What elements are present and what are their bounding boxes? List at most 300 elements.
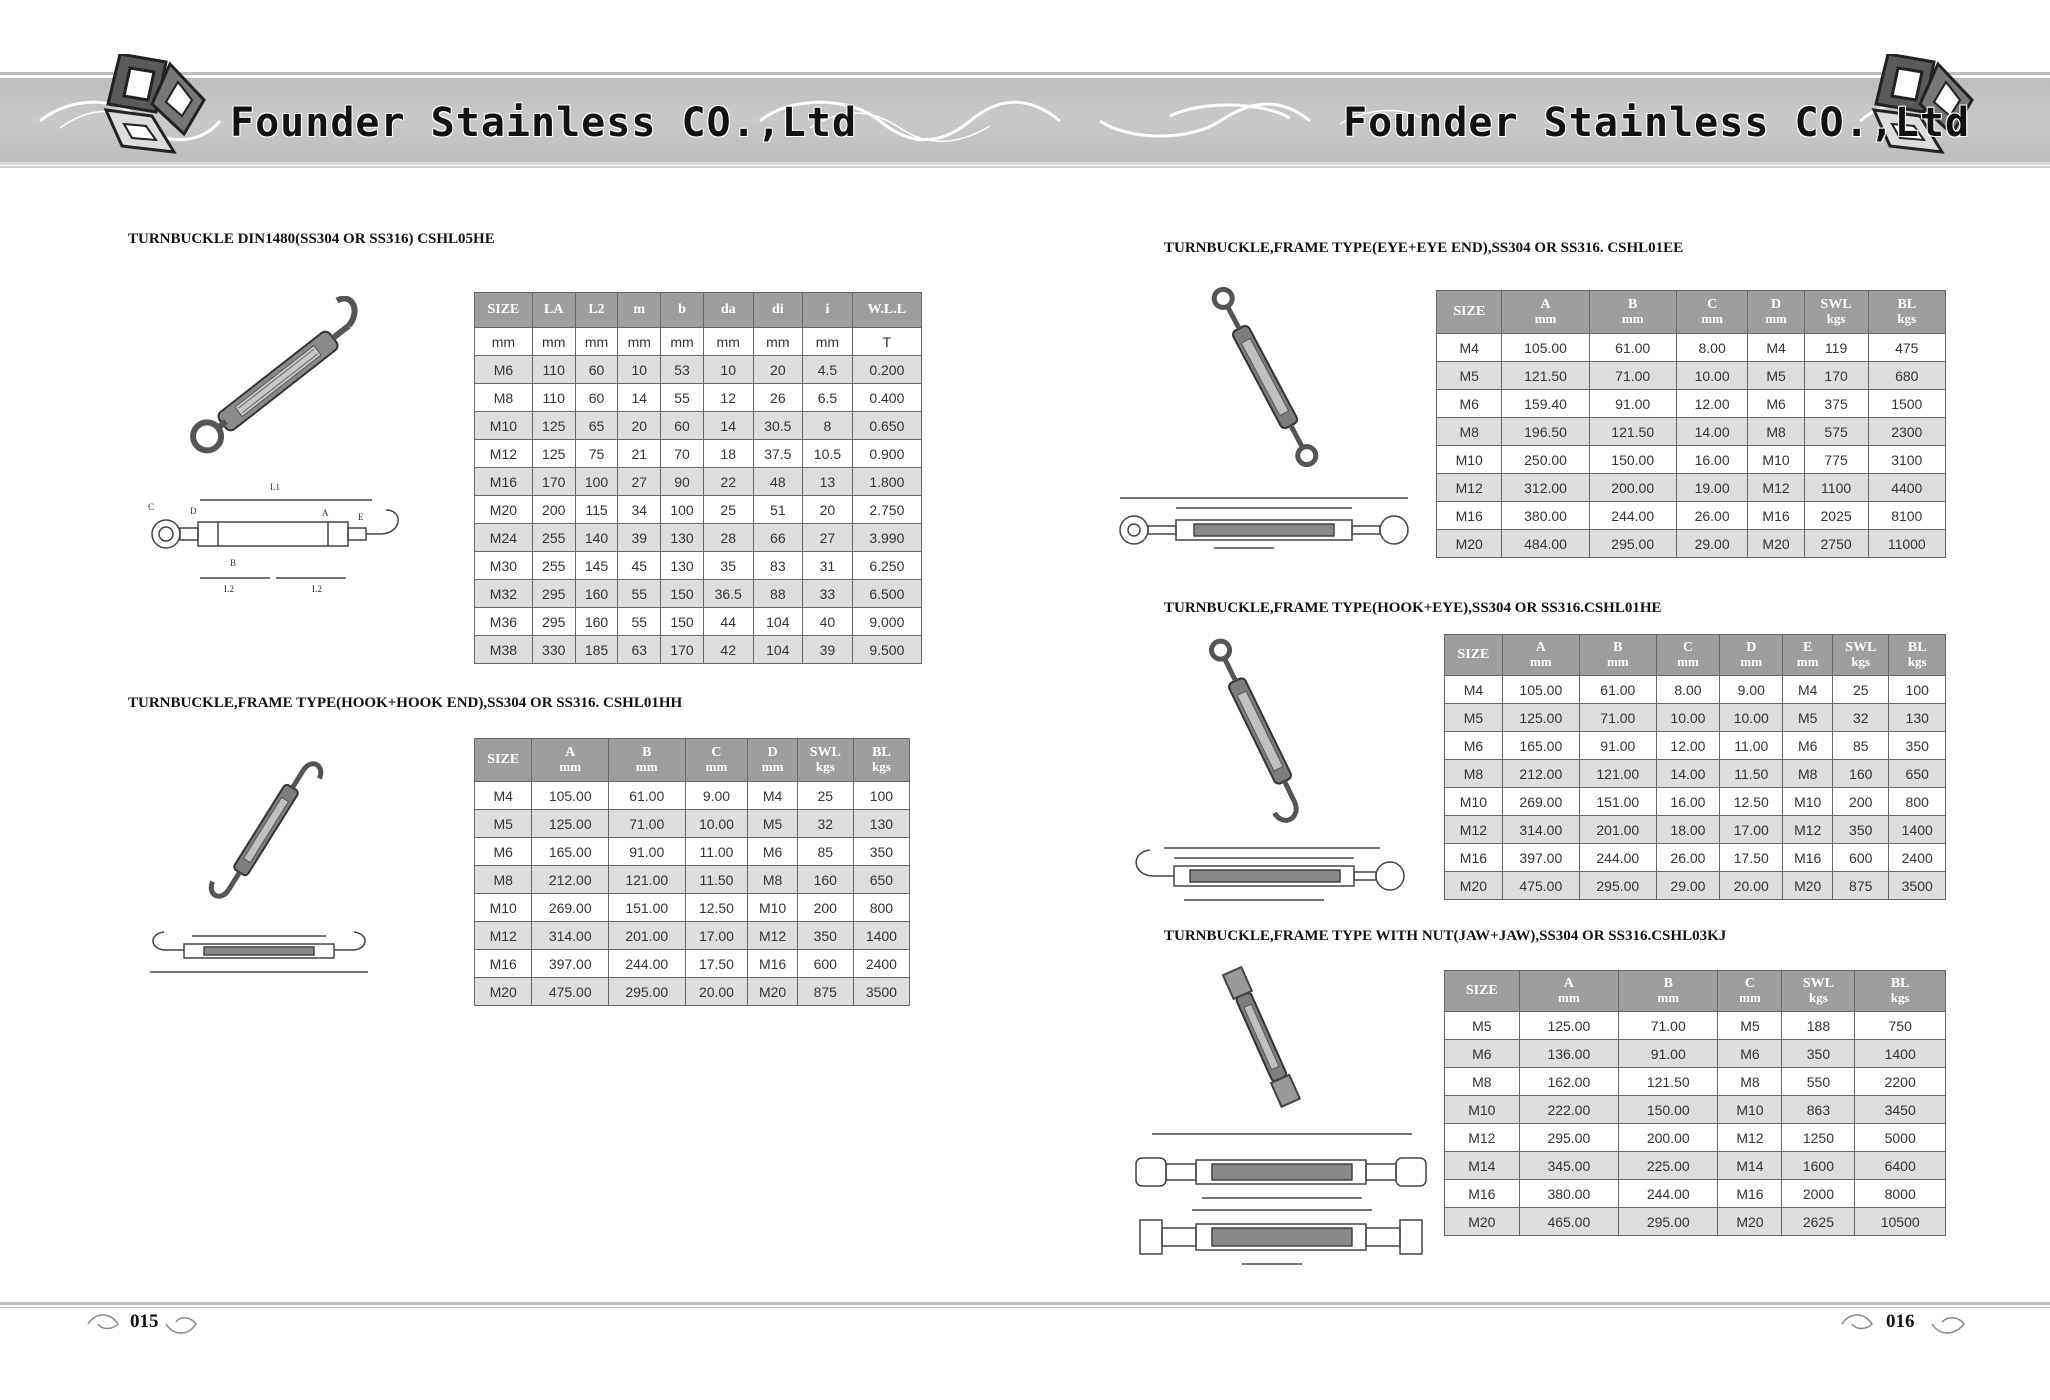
column-header: da [703,293,753,328]
column-header-unit: mm [1796,654,1819,669]
unit-cell: mm [475,328,533,356]
column-header-unit: mm [1621,311,1644,326]
table-row [475,636,922,664]
table-cell: 200 [532,496,575,524]
table-cell: M10 [1437,446,1502,474]
table-cell: 17.00 [685,922,748,950]
table-cell: 130 [661,524,704,552]
table-cell: 188 [1782,1012,1855,1040]
table-cell: 130 [1889,704,1946,732]
column-header-unit: kgs [1809,990,1828,1005]
turnbuckle-hook-eye-frame-photo [1180,628,1340,834]
table-cell: 1.800 [852,468,921,496]
column-header [1502,635,1579,676]
table-cell: M16 [1783,844,1833,872]
turnbuckle-eye-eye-diagram [1114,490,1414,556]
table-cell: 55 [618,580,661,608]
table-cell: 125.00 [1519,1012,1618,1040]
section-title-jaw-jaw: TURNBUCKLE,FRAME TYPE WITH NUT(JAW+JAW),SS304 OR SS316.CSHL03KJ [1164,928,1727,944]
table-cell: 119 [1804,334,1868,362]
column-header [1833,635,1889,676]
table-cell: 71.00 [1619,1012,1718,1040]
table-cell: 2625 [1782,1208,1855,1236]
table-cell: 160 [575,580,618,608]
table-cell: 55 [661,384,704,412]
table-cell: 6.250 [852,552,921,580]
table-row [475,524,922,552]
table-cell: 12.50 [1720,788,1783,816]
table-cell: M6 [475,356,533,384]
table-row [1437,334,1946,362]
table-cell: 3.990 [852,524,921,552]
table-units-row [475,328,922,356]
column-header-label: BL [1890,976,1910,991]
column-header-label: B [642,745,652,760]
column-header-unit: mm [1558,990,1580,1005]
table-cell: 65 [575,412,618,440]
table-cell: M30 [475,552,533,580]
column-header [1868,291,1945,334]
table-cell: 121.50 [1502,362,1589,390]
footer-line [0,1302,2050,1305]
section-title-hook-eye: TURNBUCKLE,FRAME TYPE(HOOK+EYE),SS304 OR SS316.CSHL01HE [1164,600,1662,616]
table-cell: 34 [618,496,661,524]
table-cell: 6.5 [803,384,853,412]
table-cell: M10 [1445,1096,1520,1124]
table-cell: 10 [703,356,753,384]
table-cell: 91.00 [608,838,685,866]
table-cell: 90 [661,468,704,496]
table-row [1445,1096,1946,1124]
column-header-label: A [1540,297,1551,312]
table-cell: 150.00 [1589,446,1676,474]
table-cell: M16 [475,468,533,496]
table-cell: 222.00 [1519,1096,1618,1124]
table-cell: 18.00 [1656,816,1719,844]
table-cell: 3500 [1889,872,1946,900]
table-cell: M5 [475,810,532,838]
table-cell: 170 [661,636,704,664]
column-header-label: BL [1907,640,1927,655]
column-header-unit: mm [1739,990,1761,1005]
table-cell: 8 [803,412,853,440]
table-cell: 32 [797,810,853,838]
table-cell: M12 [1718,1124,1782,1152]
table-cell: M6 [1718,1040,1782,1068]
column-header [1579,635,1656,676]
table-cell: 105.00 [532,782,609,810]
table-cell: 330 [532,636,575,664]
table-row [1437,418,1946,446]
table-row [1445,1012,1946,1040]
column-header-label: SIZE [1453,304,1486,319]
brand-title-right: Founder Stainless CO.,Ltd [1343,100,1971,146]
table-cell: M24 [475,524,533,552]
table-cell: 295.00 [1519,1124,1618,1152]
table-cell: M16 [748,950,797,978]
table-cell: 20.00 [1720,872,1783,900]
table-cell: 4.5 [803,356,853,384]
table-cell: 8100 [1868,502,1945,530]
table-cell: M12 [475,922,532,950]
table-cell: 255 [532,552,575,580]
table-cell: M14 [1445,1152,1520,1180]
table-row [475,978,910,1006]
table-cell: 244.00 [1619,1180,1718,1208]
table-row [475,496,922,524]
table-cell: 10.5 [803,440,853,468]
column-header-label: A [565,745,576,760]
table-cell: 1500 [1868,390,1945,418]
table-cell: M12 [748,922,797,950]
column-header [532,739,609,782]
table-cell: 140 [575,524,618,552]
table-cell: 165.00 [1502,732,1579,760]
column-header-label: SWL [1820,297,1852,312]
table-cell: 39 [618,524,661,552]
table-cell: 295.00 [1619,1208,1718,1236]
column-header-unit: kgs [1897,311,1917,326]
table-cell: M10 [475,894,532,922]
table-cell: M5 [1718,1012,1782,1040]
table-row [1445,1124,1946,1152]
turnbuckle-hook-eye-diagram [1124,838,1414,912]
table-cell: 5000 [1855,1124,1946,1152]
table-cell: 350 [1782,1040,1855,1068]
table-cell: 295.00 [1579,872,1656,900]
table-cell: 159.40 [1502,390,1589,418]
table-cell: M12 [1445,1124,1520,1152]
table-header-row [1437,291,1946,334]
unit-cell: mm [661,328,704,356]
column-header-label: BL [872,745,891,760]
table-cell: 3450 [1855,1096,1946,1124]
table-cell: 121.50 [1589,418,1676,446]
table-cell: 484.00 [1502,530,1589,558]
table-cell: 212.00 [1502,760,1579,788]
unit-cell: T [852,328,921,356]
table-cell: 110 [532,384,575,412]
table-cell: 6.500 [852,580,921,608]
column-header-label: D [1746,640,1757,655]
table-cell: 28 [703,524,753,552]
table-cell: 105.00 [1502,676,1579,704]
table-cell: 295.00 [608,978,685,1006]
table-cell: 66 [753,524,803,552]
table-cell: 105.00 [1502,334,1589,362]
table-cell: 244.00 [608,950,685,978]
column-header [1855,971,1946,1012]
table-cell: M20 [1718,1208,1782,1236]
table-cell: M6 [748,838,797,866]
table-cell: 200 [1833,788,1889,816]
table-cell: 100 [1889,676,1946,704]
column-header-unit: kgs [1907,654,1927,669]
table-cell: 60 [575,356,618,384]
table-cell: 350 [1833,816,1889,844]
column-header-unit: kgs [872,759,891,774]
column-header [1519,971,1618,1012]
table-cell: 0.650 [852,412,921,440]
table-cell: 26.00 [1676,502,1748,530]
diagram-label-e: E [358,512,364,522]
table-cell: 225.00 [1619,1152,1718,1180]
diagram-label-d: D [190,506,197,516]
table-cell: 314.00 [1502,816,1579,844]
table-cell: M4 [1748,334,1804,362]
table-cell: 55 [618,608,661,636]
table-cell: 13 [803,468,853,496]
table-cell: M4 [1783,676,1833,704]
table-cell: 10.00 [685,810,748,838]
table-cell: 875 [797,978,853,1006]
table-cell: M6 [1437,390,1502,418]
table-cell: M8 [475,866,532,894]
table-cell: 345.00 [1519,1152,1618,1180]
column-header: b [661,293,704,328]
table-cell: 269.00 [532,894,609,922]
table-cell: 35 [703,552,753,580]
brand-title-left: Founder Stainless CO.,Ltd [230,100,858,146]
section-title-eye-eye: TURNBUCKLE,FRAME TYPE(EYE+EYE END),SS304 OR SS316. CSHL01EE [1164,240,1684,256]
table-cell: 17.00 [1720,816,1783,844]
column-header [1445,971,1520,1012]
table-cell: 12 [703,384,753,412]
table-cell: M4 [1445,676,1503,704]
diagram-label-l1: L1 [270,482,280,492]
table-cell: 130 [661,552,704,580]
table-cell: 110 [532,356,575,384]
column-header-unit: mm [1765,311,1787,326]
table-row [1445,872,1946,900]
column-header [1676,291,1748,334]
table-cell: 1400 [853,922,909,950]
table-cell: 165.00 [532,838,609,866]
table-cell: 11.00 [1720,732,1783,760]
table-cell: M8 [1718,1068,1782,1096]
section-title-din1480: TURNBUCKLE DIN1480(SS304 OR SS316) CSHL05HE [128,231,495,247]
table-cell: 11.50 [1720,760,1783,788]
column-header-unit: mm [559,759,582,774]
column-header: i [803,293,853,328]
diagram-label-c: C [148,502,155,512]
diagram-label-l2-left: L2 [224,584,234,594]
table-cell: M16 [475,950,532,978]
table-cell: 200 [797,894,853,922]
table-cell: 36.5 [703,580,753,608]
table-cell: 269.00 [1502,788,1579,816]
table-cell: 397.00 [532,950,609,978]
table-cell: 11.50 [685,866,748,894]
table-row [1445,676,1946,704]
column-header-unit: mm [705,759,728,774]
table-header-row [1445,635,1946,676]
table-cell: 40 [803,608,853,636]
table-cell: 100 [661,496,704,524]
table-row [1445,788,1946,816]
column-header-unit: kgs [1826,311,1846,326]
column-header [1748,291,1804,334]
table-cell: M5 [1445,704,1503,732]
table-cell: 2750 [1804,530,1868,558]
table-cell: 1400 [1855,1040,1946,1068]
table-cell: M12 [1437,474,1502,502]
spec-table-hook-hook [474,738,910,1006]
spec-table-hook-eye [1444,634,1946,900]
table-cell: 380.00 [1502,502,1589,530]
table-cell: 170 [532,468,575,496]
table-cell: 295 [532,608,575,636]
table-cell: 10.00 [1656,704,1719,732]
table-cell: M6 [1783,732,1833,760]
table-cell: 51 [753,496,803,524]
table-cell: 20 [753,356,803,384]
table-cell: M8 [1783,760,1833,788]
table-row [475,412,922,440]
table-cell: 295 [532,580,575,608]
table-cell: 350 [1889,732,1946,760]
table-cell: 16.00 [1656,788,1719,816]
table-cell: 61.00 [608,782,685,810]
table-cell: 63 [618,636,661,664]
column-header-label: D [1770,297,1782,312]
table-cell: 61.00 [1589,334,1676,362]
table-cell: M10 [1783,788,1833,816]
table-cell: 185 [575,636,618,664]
column-header: SIZE [475,293,533,328]
diagram-label-l2-right: L2 [312,584,322,594]
table-cell: M38 [475,636,533,664]
table-cell: 14.00 [1656,760,1719,788]
column-header [1783,635,1833,676]
table-cell: 650 [1889,760,1946,788]
turnbuckle-jaw-jaw-photo [1196,956,1326,1116]
table-cell: 160 [797,866,853,894]
turnbuckle-jaw-jaw-diagram [1132,1124,1432,1274]
table-row [1437,530,1946,558]
table-cell: 170 [1804,362,1868,390]
table-cell: 70 [661,440,704,468]
table-row [475,580,922,608]
table-cell: 1250 [1782,1124,1855,1152]
header-top-line [0,72,2050,75]
column-header-label: SIZE [1465,983,1498,998]
table-row [475,782,910,810]
table-cell: 125 [532,440,575,468]
table-cell: M6 [1445,732,1503,760]
column-header-unit: mm [1740,654,1763,669]
table-cell: 350 [853,838,909,866]
table-cell: 121.00 [1579,760,1656,788]
column-header: m [618,293,661,328]
table-cell: 10500 [1855,1208,1946,1236]
column-header-label: A [1535,640,1546,655]
table-cell: M10 [1718,1096,1782,1124]
table-cell: 1100 [1804,474,1868,502]
table-cell: 3100 [1868,446,1945,474]
table-cell: 14 [703,412,753,440]
table-cell: M20 [1783,872,1833,900]
table-cell: 100 [575,468,618,496]
table-cell: 20.00 [685,978,748,1006]
table-cell: 650 [853,866,909,894]
table-cell: 680 [1868,362,1945,390]
table-cell: 9.000 [852,608,921,636]
table-cell: 800 [853,894,909,922]
column-header-unit: mm [1701,311,1723,326]
table-row [1445,1152,1946,1180]
table-cell: 26.00 [1656,844,1719,872]
table-cell: 20 [618,412,661,440]
column-header-unit: kgs [1890,990,1910,1005]
column-header [1889,635,1946,676]
table-cell: 60 [575,384,618,412]
table-cell: M32 [475,580,533,608]
table-cell: 750 [1855,1012,1946,1040]
spec-table-eye-eye [1436,290,1946,558]
table-cell: 85 [1833,732,1889,760]
table-cell: 1400 [1889,816,1946,844]
table-cell: 375 [1804,390,1868,418]
table-cell: 10 [618,356,661,384]
table-cell: 2025 [1804,502,1868,530]
table-cell: 88 [753,580,803,608]
unit-cell: mm [618,328,661,356]
table-cell: 21 [618,440,661,468]
table-row [475,866,910,894]
column-header [797,739,853,782]
table-cell: 104 [753,608,803,636]
table-row [475,440,922,468]
table-row [1445,760,1946,788]
column-header-unit: mm [1529,654,1552,669]
table-row [1437,502,1946,530]
table-cell: 45 [618,552,661,580]
table-cell: M20 [1445,1208,1520,1236]
table-cell: 200.00 [1619,1124,1718,1152]
table-cell: 60 [661,412,704,440]
table-row [475,468,922,496]
table-cell: 42 [703,636,753,664]
table-row [1445,732,1946,760]
table-row [475,950,910,978]
table-cell: 17.50 [685,950,748,978]
table-cell: M10 [1445,788,1503,816]
table-cell: 32 [1833,704,1889,732]
table-cell: 9.00 [685,782,748,810]
column-header-label: BL [1897,297,1917,312]
table-cell: M5 [1437,362,1502,390]
table-row [1445,1208,1946,1236]
table-row [1445,1040,1946,1068]
column-header [1619,971,1718,1012]
turnbuckle-eye-eye-photo [1190,272,1340,482]
table-cell: 17.50 [1720,844,1783,872]
table-cell: 380.00 [1519,1180,1618,1208]
table-cell: M12 [1445,816,1503,844]
page-number-left: 015 [130,1311,159,1332]
table-cell: 201.00 [608,922,685,950]
column-header: di [753,293,803,328]
table-cell: 875 [1833,872,1889,900]
table-cell: M20 [1437,530,1502,558]
table-row [1437,446,1946,474]
table-cell: 8.00 [1656,676,1719,704]
column-header [1445,635,1503,676]
diagram-label-a: A [322,508,329,518]
table-cell: 91.00 [1579,732,1656,760]
table-cell: 104 [753,636,803,664]
